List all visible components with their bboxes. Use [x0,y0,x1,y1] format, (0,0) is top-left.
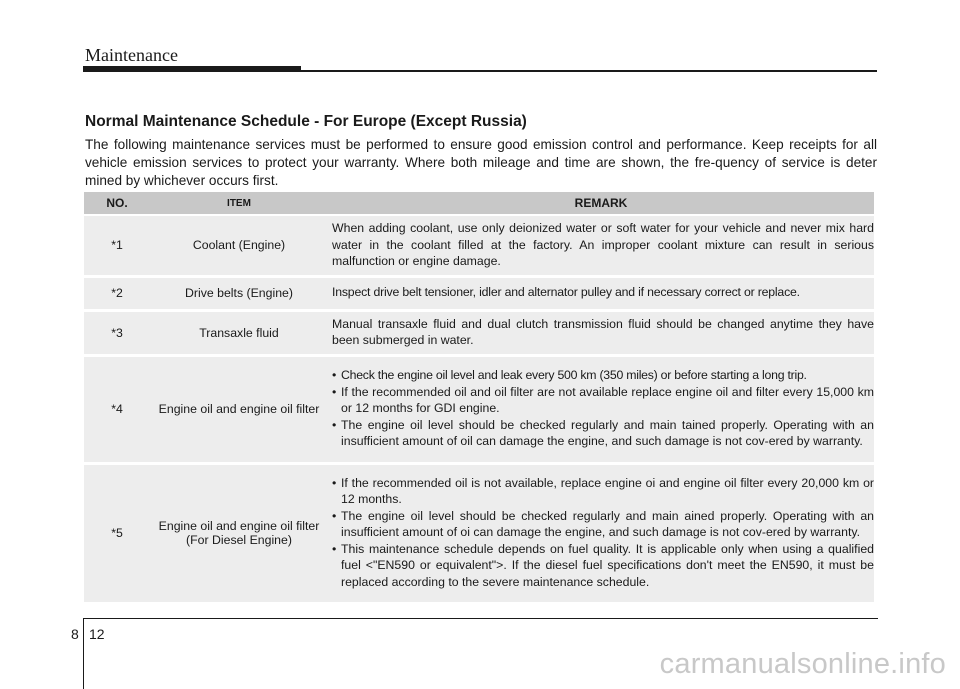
row-no: *5 [84,465,150,605]
row-item-subline: (For Diesel Engine) [186,533,292,547]
table-row [84,312,874,357]
row-item: Engine oil and engine oil filter [150,357,328,465]
watermark: carmanualsonline.info [659,648,946,680]
remark-bullet: • Check the engine oil level and leak every 500 km (350 miles) or before starting a long trip. [332,367,874,384]
header-item: ITEM [150,192,328,216]
row-item: Drive belts (Engine) [150,278,328,312]
remark-bullet: • If the recommended oil and oil filter are not available replace engine oil and filter every 15,000 km or 12 months for GDI engine. [332,384,874,417]
maintenance-table [84,192,874,605]
row-remark [328,357,874,465]
row-item [150,465,328,605]
row-item: Transaxle fluid [150,312,328,357]
header-no: NO. [84,192,150,216]
row-no: *1 [84,216,150,278]
remark-bullet-list [332,475,874,591]
row-remark [328,465,874,605]
footer-divider [83,618,84,689]
row-no: *2 [84,278,150,312]
row-no: *4 [84,357,150,465]
row-remark: When adding coolant, use only deionized water or soft water for your vehicle and never mix hard water in the coolant filled at the factory. An improper coolant mixture can result in serious malfunction or engine damage. [328,216,874,278]
row-item-line: Engine oil and engine oil filter [158,519,320,533]
row-no: *3 [84,312,150,357]
remark-bullet: • If the recommended oil is not available, replace engine oi and engine oil filter every 20,000 km or 12 months. [332,475,874,508]
remark-bullet: • The engine oil level should be checked regularly and main tained properly. Operating with an insufficient amount of oil can damage the engine, and such damage is not cov-ered by warranty. [332,417,874,450]
remark-bullet-list [332,367,874,450]
section-title: Maintenance [85,45,178,65]
chapter-number: 8 [71,626,79,642]
remark-bullet: • This maintenance schedule depends on fuel quality. It is applicable only when using a qualified fuel <"EN590 or equivalent">. If the diesel fuel specifications don't meet the EN590, it must be replaced according to the severe maintenance schedule. [332,541,874,591]
row-remark: Inspect drive belt tensioner, idler and alternator pulley and if necessary correct or replace. [328,278,874,312]
row-remark: Manual transaxle fluid and dual clutch transmission fluid should be changed anytime they have been submerged in water. [328,312,874,357]
header-rule-thin [301,70,877,72]
page-number: 12 [89,626,105,642]
remark-bullet: • The engine oil level should be checked regularly and main ained properly. Operating with an insufficient amount of oi can damage the engine, and such damage is not cov-ered by warranty. [332,508,874,541]
page-heading: Normal Maintenance Schedule - For Europe (Except Russia) [85,113,527,130]
intro-paragraph: The following maintenance services must be performed to ensure good emission control and performance. Keep receipts for all vehicle emission services to protect your warranty. Where both mileage and time are shown, the fre-quency of service is deter mined by whichever occurs first. [85,137,877,188]
table-row [84,216,874,278]
table-row [84,278,874,312]
table-header-row [84,192,874,216]
header-rule-thick [83,66,301,72]
table-row [84,465,874,605]
table-row [84,357,874,465]
header-remark: REMARK [328,192,874,216]
row-item: Coolant (Engine) [150,216,328,278]
footer-rule [83,618,878,619]
